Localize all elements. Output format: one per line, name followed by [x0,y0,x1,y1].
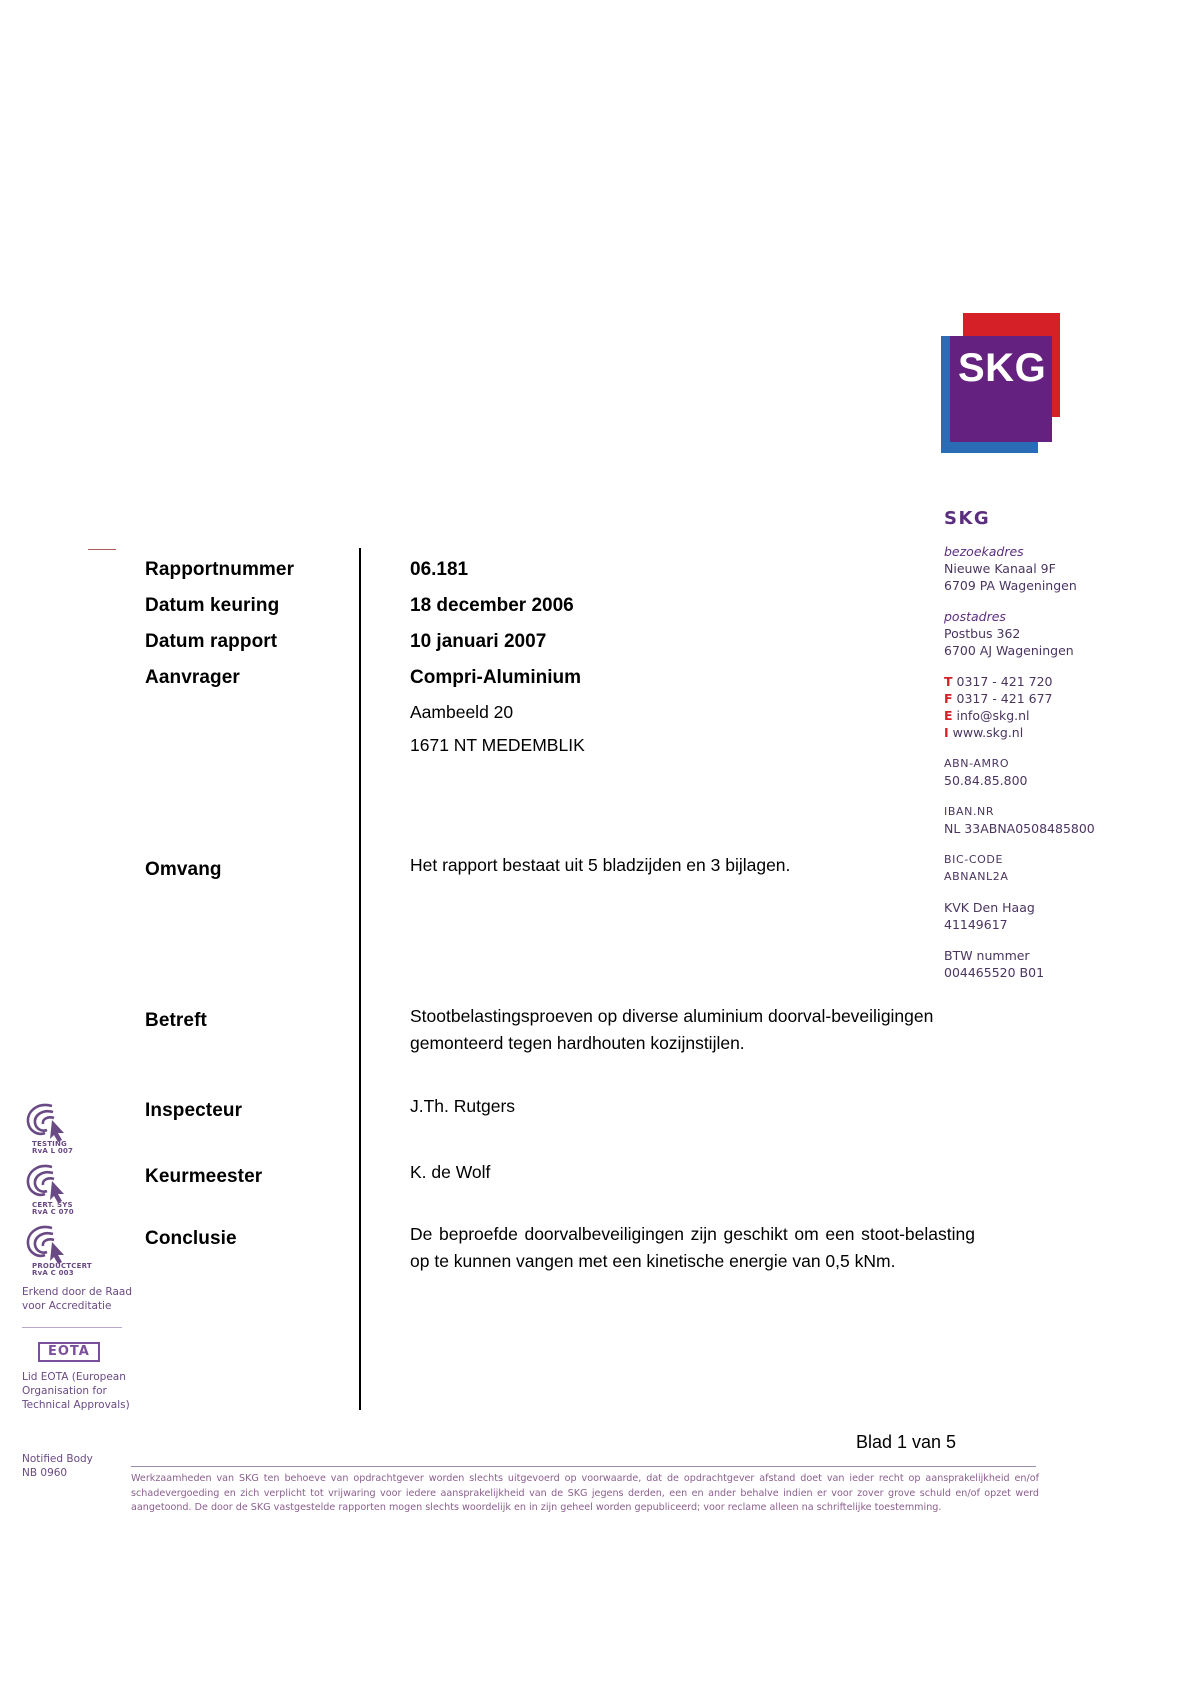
field-row-omvang [145,852,975,888]
iban-block [944,803,1154,837]
rva-spiral-icon [22,1100,68,1142]
skg-logo [941,313,1061,453]
label-betreft: Betreft [145,1010,207,1031]
visit-address-street: Nieuwe Kanaal 9F [944,561,1056,576]
label-datum-keuring: Datum keuring [145,595,280,616]
page-number: Blad 1 van 5 [856,1432,957,1452]
rva-productcert-line2: RvA C 003 [32,1268,74,1277]
applicant-address-street: Aambeeld 20 [410,702,514,722]
telephone-value: 0317 - 421 720 [956,674,1053,689]
label-rapportnummer: Rapportnummer [145,559,295,580]
postal-address-block [944,608,1154,659]
value-omvang: Het rapport bestaat uit 5 bladzijden en 3 bijlagen. [410,855,791,875]
label-aanvrager: Aanvrager [145,667,240,688]
field-row-aanvrager [145,660,975,762]
label-conclusie: Conclusie [145,1228,237,1249]
kvk-block [944,899,1154,933]
field-row-datum-rapport [145,624,975,660]
btw-label: BTW nummer [944,948,1030,963]
accreditation-column [22,1100,137,1480]
footer-divider [131,1466,1036,1467]
notified-body-block [22,1452,137,1480]
value-aanvrager: Compri-Aluminium [410,667,581,688]
telephone-line [944,673,1154,690]
telephone-prefix: T [944,674,953,689]
website-value[interactable]: www.skg.nl [952,725,1024,740]
label-keurmeester: Keurmeester [145,1166,263,1187]
website-line[interactable] [944,724,1154,741]
accreditation-note: Erkend door de Raad voor Accreditatie [22,1286,133,1312]
rva-mark-productcert [22,1222,137,1277]
rva-testing-line2: RvA L 007 [32,1146,74,1155]
email-prefix: E [944,708,953,723]
eota-badge: EOTA [38,1342,100,1362]
spacer-before-betreft [145,888,975,1003]
bic-block [944,851,1154,885]
bank-name: ABN-AMRO [944,757,1010,770]
rva-mark-certsys [22,1161,137,1216]
value-inspecteur: J.Th. Rutgers [410,1096,516,1116]
postal-address-box: Postbus 362 [944,626,1021,641]
field-row-betreft [145,1003,975,1057]
notified-body-number: NB 0960 [22,1467,68,1479]
btw-block [944,947,1154,981]
website-prefix: I [944,725,949,740]
bic-label: BIC-CODE [944,853,1003,866]
eota-membership-text: Lid EOTA (European Organisation for Technical Approvals) [22,1371,130,1411]
logo-wordmark: SKG [958,346,1047,390]
notified-body-label: Notified Body [22,1453,93,1465]
label-datum-rapport: Datum rapport [145,631,278,652]
value-conclusie: De beproefde doorvalbeveiligingen zijn geschikt om een stoot-belasting op te kunnen vangen met een kinetische energie van 0,5 kNm. [410,1224,975,1271]
spacer-before-conclusie [145,1195,975,1221]
label-inspecteur: Inspecteur [145,1100,243,1121]
rva-mark-testing [22,1100,137,1155]
applicant-address-city: 1671 NT MEDEMBLIK [410,735,585,755]
sidebar-brand-title: SKG [944,508,991,529]
bic-value: ABNANL2A [944,870,1009,883]
postal-address-city: 6700 AJ Wageningen [944,643,1074,658]
rva-certsys-line2: RvA C 070 [32,1207,74,1216]
footer-disclaimer: Werkzaamheden van SKG ten behoeve van opdrachtgever worden slechts uitgevoerd op voorwaarde, dat de opdrachtgever afstand doet van ieder recht op aansprakelijkheid en/of schadevergoeding en zich verplicht tot vrijwaring voor iedere aansprakelijkheid van de SKG jegens derden, een en ander behalve indien er voor zover grove schuld en/of opzet werd aangetoond. De door de SKG vastgestelde rapporten mogen slechts woordelijk en in zijn geheel worden gepubliceerd; voor reclame alleen na schriftelijke toestemming. [131,1473,1039,1513]
spacer-before-omvang [145,762,975,852]
value-betreft: Stootbelastingsproeven op diverse aluminium doorval-beveiligingen gemonteerd tegen hardhouten kozijnstijlen. [410,1006,934,1053]
value-rapportnummer: 06.181 [410,559,469,580]
bank-block [944,755,1154,789]
fax-line [944,690,1154,707]
visit-address-city: 6709 PA Wageningen [944,578,1077,593]
rva-certsys-line1: CERT. SYS [32,1201,73,1209]
report-summary [145,552,975,1275]
rva-testing-line1: TESTING [32,1140,67,1148]
rva-productcert-line1: PRODUCTCERT [32,1262,92,1270]
accreditation-divider [22,1327,122,1328]
field-row-conclusie [145,1221,975,1275]
field-row-rapportnummer [145,552,975,588]
bank-account: 50.84.85.800 [944,773,1028,788]
field-row-keurmeester [145,1159,975,1195]
spacer-before-keurmeester [145,1129,975,1159]
fax-prefix: F [944,691,953,706]
company-contact-sidebar [944,510,1154,995]
visit-address-block [944,543,1154,594]
fax-value: 0317 - 421 677 [956,691,1053,706]
left-margin-tick [88,549,116,550]
value-datum-keuring: 18 december 2006 [410,595,574,616]
kvk-label: KVK Den Haag [944,900,1035,915]
rva-spiral-icon [22,1222,68,1264]
value-datum-rapport: 10 januari 2007 [410,631,547,652]
email-line[interactable] [944,707,1154,724]
value-aanvrager-group [410,660,975,762]
rva-spiral-icon [22,1161,68,1203]
spacer-before-inspecteur [145,1057,975,1093]
kvk-value: 41149617 [944,917,1008,932]
field-row-datum-keuring [145,588,975,624]
value-keurmeester: K. de Wolf [410,1162,491,1182]
label-omvang: Omvang [145,859,222,880]
iban-label: IBAN.NR [944,805,995,818]
email-value[interactable]: info@skg.nl [956,708,1030,723]
contact-block [944,673,1154,741]
iban-value: NL 33ABNA0508485800 [944,821,1095,836]
visit-address-label: bezoekadres [944,544,1024,559]
field-row-inspecteur [145,1093,975,1129]
postal-address-label: postadres [944,609,1006,624]
btw-value: 004465520 B01 [944,965,1045,980]
